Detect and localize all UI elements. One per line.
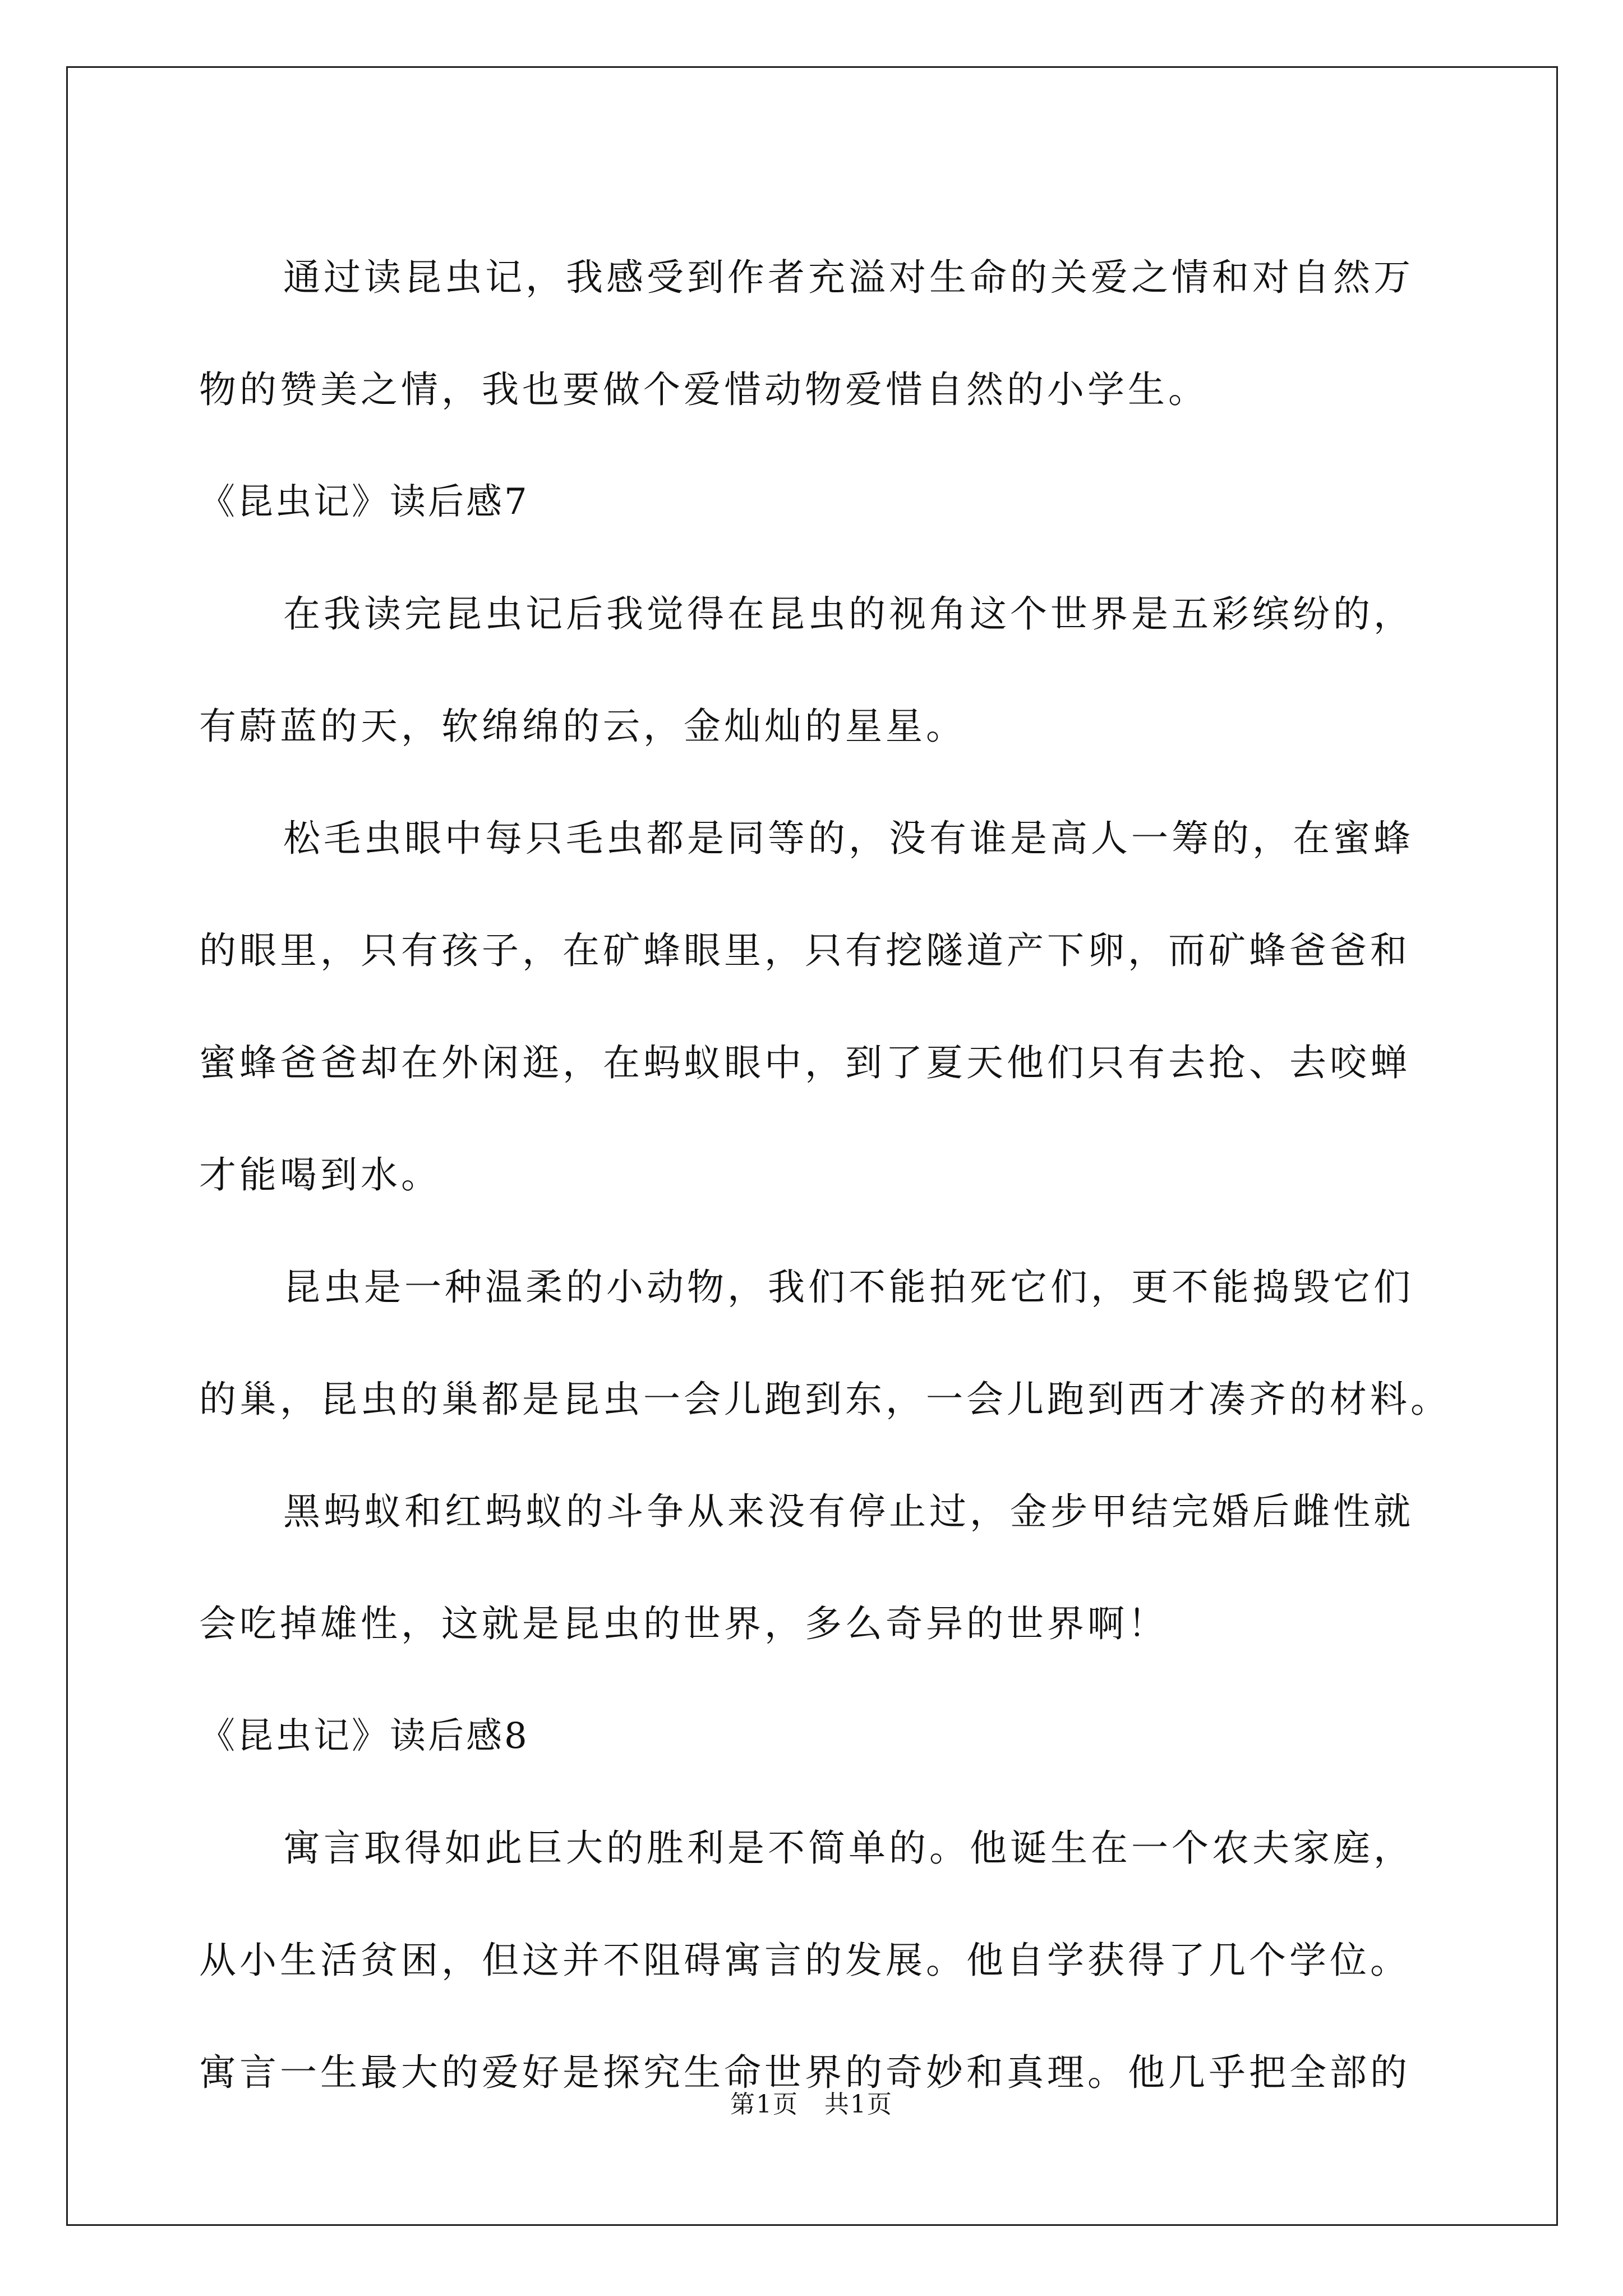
paragraph-line: 在我读完昆虫记后我觉得在昆虫的视角这个世界是五彩缤纷的， <box>283 592 1414 636</box>
section-heading: 《昆虫记》读后感7 <box>199 481 529 523</box>
paragraph-line: 会吃掉雄性，这就是昆虫的世界，多么奇异的世界啊！ <box>199 1602 1168 1645</box>
paragraph-line: 通过读昆虫记，我感受到作者充溢对生命的关爱之情和对自然万 <box>283 256 1414 299</box>
paragraph-line: 才能喝到水。 <box>199 1153 441 1197</box>
paragraph-line: 的巢，昆虫的巢都是昆虫一会儿跑到东，一会儿跑到西才凑齐的材料。 <box>199 1378 1451 1421</box>
section-heading: 《昆虫记》读后感8 <box>199 1715 529 1757</box>
paragraph-line: 有蔚蓝的天，软绵绵的云，金灿灿的星星。 <box>199 705 966 748</box>
paragraph-line: 松毛虫眼中每只毛虫都是同等的，没有谁是高人一筹的，在蜜蜂 <box>283 817 1414 860</box>
paragraph-line: 昆虫是一种温柔的小动物，我们不能拍死它们，更不能捣毁它们 <box>283 1266 1414 1309</box>
paragraph-line: 黑蚂蚁和红蚂蚁的斗争从来没有停止过，金步甲结完婚后雌性就 <box>283 1490 1414 1533</box>
paragraph-line: 从小生活贫困，但这并不阻碍寓言的发展。他自学获得了几个学位。 <box>199 1939 1410 1982</box>
paragraph-line: 寓言取得如此巨大的胜利是不简单的。他诞生在一个农夫家庭， <box>283 1826 1414 1870</box>
paragraph-line: 物的赞美之情，我也要做个爱惜动物爱惜自然的小学生。 <box>199 368 1209 411</box>
paragraph-line: 的眼里，只有孩子，在矿蜂眼里，只有挖隧道产下卵，而矿蜂爸爸和 <box>199 929 1410 972</box>
paragraph-line: 蜜蜂爸爸却在外闲逛，在蚂蚁眼中，到了夏天他们只有去抢、去咬蝉 <box>199 1041 1410 1084</box>
paragraph-line: 寓言一生最大的爱好是探究生命世界的奇妙和真理。他几乎把全部的 <box>199 2051 1410 2094</box>
document-body <box>199 222 1451 2129</box>
page-number-footer: 第1页 共1页 <box>730 2090 893 2119</box>
